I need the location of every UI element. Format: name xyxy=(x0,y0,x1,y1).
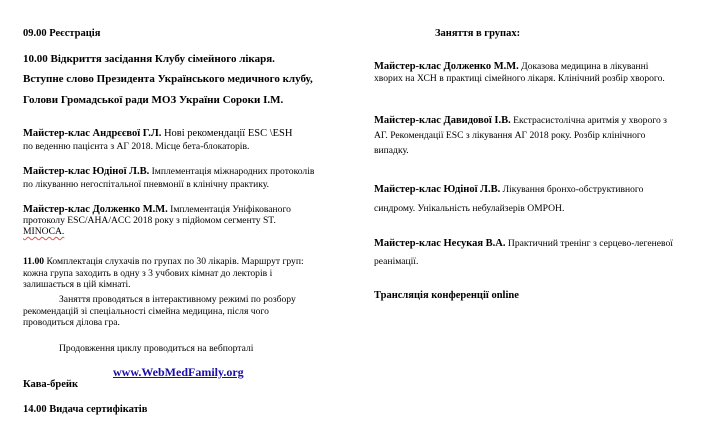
groups-text-1: Комплектація слухачів по групах по 30 лікарів. Маршрут груп: xyxy=(44,256,304,267)
interactive-paragraph-line1: Заняття проводяться в інтерактивному режимі по розбору xyxy=(59,294,296,305)
masterclass-yudina-topic: по лікуванню негоспітальної пневмонії в клінічну практику. xyxy=(23,179,270,190)
public-council-head-line: Голови Громадської ради МОЗ України Сороки І.М. xyxy=(23,94,284,106)
speaker-name: Майстер-клас Несукая В.А. xyxy=(374,238,506,249)
interactive-paragraph-line2: рекомендацій зі спеціальності сімейна медицина, після чого xyxy=(23,306,269,317)
group-masterclass-nesukai xyxy=(374,238,673,250)
interactive-paragraph-line3: проводиться ділова гра. xyxy=(23,317,120,328)
masterclass-andreeva-topic: по веденню пацієнта з АГ 2018. Місце бета-блокаторів. xyxy=(23,141,250,152)
group-masterclass-davydova-topic-end: випадку. xyxy=(374,145,409,156)
continuation-text: Продовження циклу проводиться на вебпорталі xyxy=(59,343,254,354)
coffee-break: Кава-брейк xyxy=(23,379,78,390)
groups-paragraph-line2: кожна група заходить в одну з 3 учбових кімнат до лекторів і xyxy=(23,268,273,279)
group-masterclass-davydova xyxy=(374,115,667,127)
topic-text: Імплементація Уніфікованого xyxy=(167,204,291,215)
webmedfamily-link[interactable] xyxy=(113,366,244,380)
groups-paragraph-line3: залишається в цій кімнаті. xyxy=(23,279,131,290)
topic-text: Лікування бронхо-обструктивного xyxy=(500,184,644,195)
masterclass-andreeva xyxy=(23,128,292,140)
topic-text: Імплементація міжнародних протоколів xyxy=(149,166,315,177)
group-masterclass-nesukai-topic: реанімації. xyxy=(374,256,419,267)
group-masterclass-davydova-topic: АГ. Рекомендації ESC з лікування АГ 2018 року. Розбір клінічного xyxy=(374,130,646,141)
opening-line: 10.00 Відкриття засідання Клубу сімейного лікаря. xyxy=(23,53,275,65)
registration-line: 09.00 Реєстрація xyxy=(23,28,101,39)
group-masterclass-yudina xyxy=(374,184,643,196)
groups-header: Заняття в групах: xyxy=(435,28,521,39)
time-label: 11.00 xyxy=(23,256,45,267)
group-masterclass-yudina-topic: синдрому. Унікальність небулайзерів ОМРОН. xyxy=(374,203,565,214)
link-text[interactable]: www.WebMedFamily.org xyxy=(113,365,244,379)
groups-paragraph-line1 xyxy=(23,256,343,268)
online-broadcast: Трансляція конференції online xyxy=(374,290,519,301)
group-masterclass-dolzhenko-topic: хворих на ХСН в практиці сімейного лікаря. Клінічний розбір хворого. xyxy=(374,73,665,84)
speaker-name: Майстер-клас Долженко М.М. xyxy=(374,61,519,72)
group-masterclass-dolzhenko xyxy=(374,61,648,73)
speaker-name: Майстер-клас Долженко М.М. xyxy=(23,204,168,215)
speaker-name: Майстер-клас Давидової І.В. xyxy=(374,115,511,126)
speaker-name: Майстер-клас Андрєєвої Г.Л. xyxy=(23,128,162,139)
topic-text: Доказова медицина в лікуванні xyxy=(518,61,649,72)
masterclass-dolzhenko-minoca: MINOCA. xyxy=(23,226,65,237)
masterclass-dolzhenko-topic: протоколу ESC/AHA/ACC 2018 року з підйомом сегменту ST. xyxy=(23,215,276,226)
topic-text: Практичний тренінг з серцево-легеневої xyxy=(505,238,673,249)
topic-text: Екстрасистолічна аритмія у хворого з xyxy=(510,115,667,126)
masterclass-yudina xyxy=(23,166,314,178)
speaker-name: Майстер-клас Юдіної Л.В. xyxy=(23,166,150,177)
topic-text: Нові рекомендації ESC \ESH xyxy=(161,128,293,139)
welcome-speech-line: Вступне слово Президента Українського медичного клубу, xyxy=(23,73,313,85)
certificates-line: 14.00 Видача сертифікатів xyxy=(23,404,148,415)
speaker-name: Майстер-клас Юдіної Л.В. xyxy=(374,184,501,195)
